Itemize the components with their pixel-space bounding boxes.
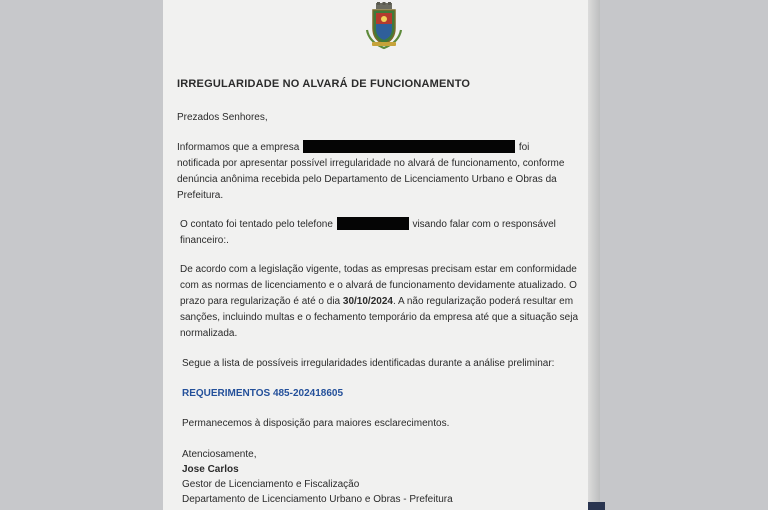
closing-line: Permanecemos à disposição para maiores esclarecimentos. <box>182 418 450 429</box>
text-fragment: prazo para regularização é até o dia <box>180 296 343 307</box>
document-title: IRREGULARIDADE NO ALVARÁ DE FUNCIONAMENTO <box>177 78 471 90</box>
document-page <box>163 0 588 510</box>
paragraph-3-line-4: sanções, incluindo multas e o fechamento temporário da empresa até que a situação seja <box>180 312 579 323</box>
paragraph-1-line-3: denúncia anônima recebida pelo Departamento de Licenciamento Urbano e Obras da <box>177 174 557 185</box>
paragraph-1-line-1 <box>177 139 529 156</box>
coat-of-arms-icon <box>363 2 405 50</box>
salutation: Prezados Senhores, <box>177 112 268 123</box>
paragraph-1-line-2: notificada por apresentar possível irregularidade no alvará de funcionamento, conforme <box>177 158 565 169</box>
signoff: Atenciosamente, <box>182 449 257 460</box>
paragraph-2-line-1 <box>180 216 556 233</box>
paragraph-1-line-4: Prefeitura. <box>177 190 224 201</box>
signature-role: Gestor de Licenciamento e Fiscalização <box>182 479 360 490</box>
list-intro: Segue a lista de possíveis irregularidades identificadas durante a análise preliminar: <box>182 358 555 369</box>
redacted-phone-number <box>337 217 409 230</box>
redacted-company-name <box>303 140 515 153</box>
paragraph-3-line-1: De acordo com a legislação vigente, todas as empresas precisam estar em conformidade <box>180 264 577 275</box>
requirements-link[interactable]: REQUERIMENTOS 485-202418605 <box>182 388 344 399</box>
paragraph-3-line-5: normalizada. <box>180 328 238 339</box>
deadline-date: 30/10/2024 <box>342 296 393 307</box>
paragraph-3-line-2: com as normas de licenciamento e o alvará de funcionamento devidamente atualizado. O <box>180 280 577 291</box>
text-fragment: . A não regularização poderá resultar em <box>392 296 574 307</box>
signature-department: Departamento de Licenciamento Urbano e Obras - Prefeitura <box>182 494 453 505</box>
text-fragment: Informamos que a empresa <box>177 142 300 153</box>
signature-name: Jose Carlos <box>182 464 239 475</box>
paragraph-3-line-3 <box>180 293 573 310</box>
background-right <box>588 0 768 510</box>
text-fragment: O contato foi tentado pelo telefone <box>180 219 333 230</box>
text-fragment: visando falar com o responsável <box>412 219 556 230</box>
text-fragment: foi <box>518 142 530 153</box>
paragraph-2-line-2: financeiro:. <box>180 235 229 246</box>
background-left <box>0 0 163 510</box>
monitor-edge <box>588 0 600 510</box>
